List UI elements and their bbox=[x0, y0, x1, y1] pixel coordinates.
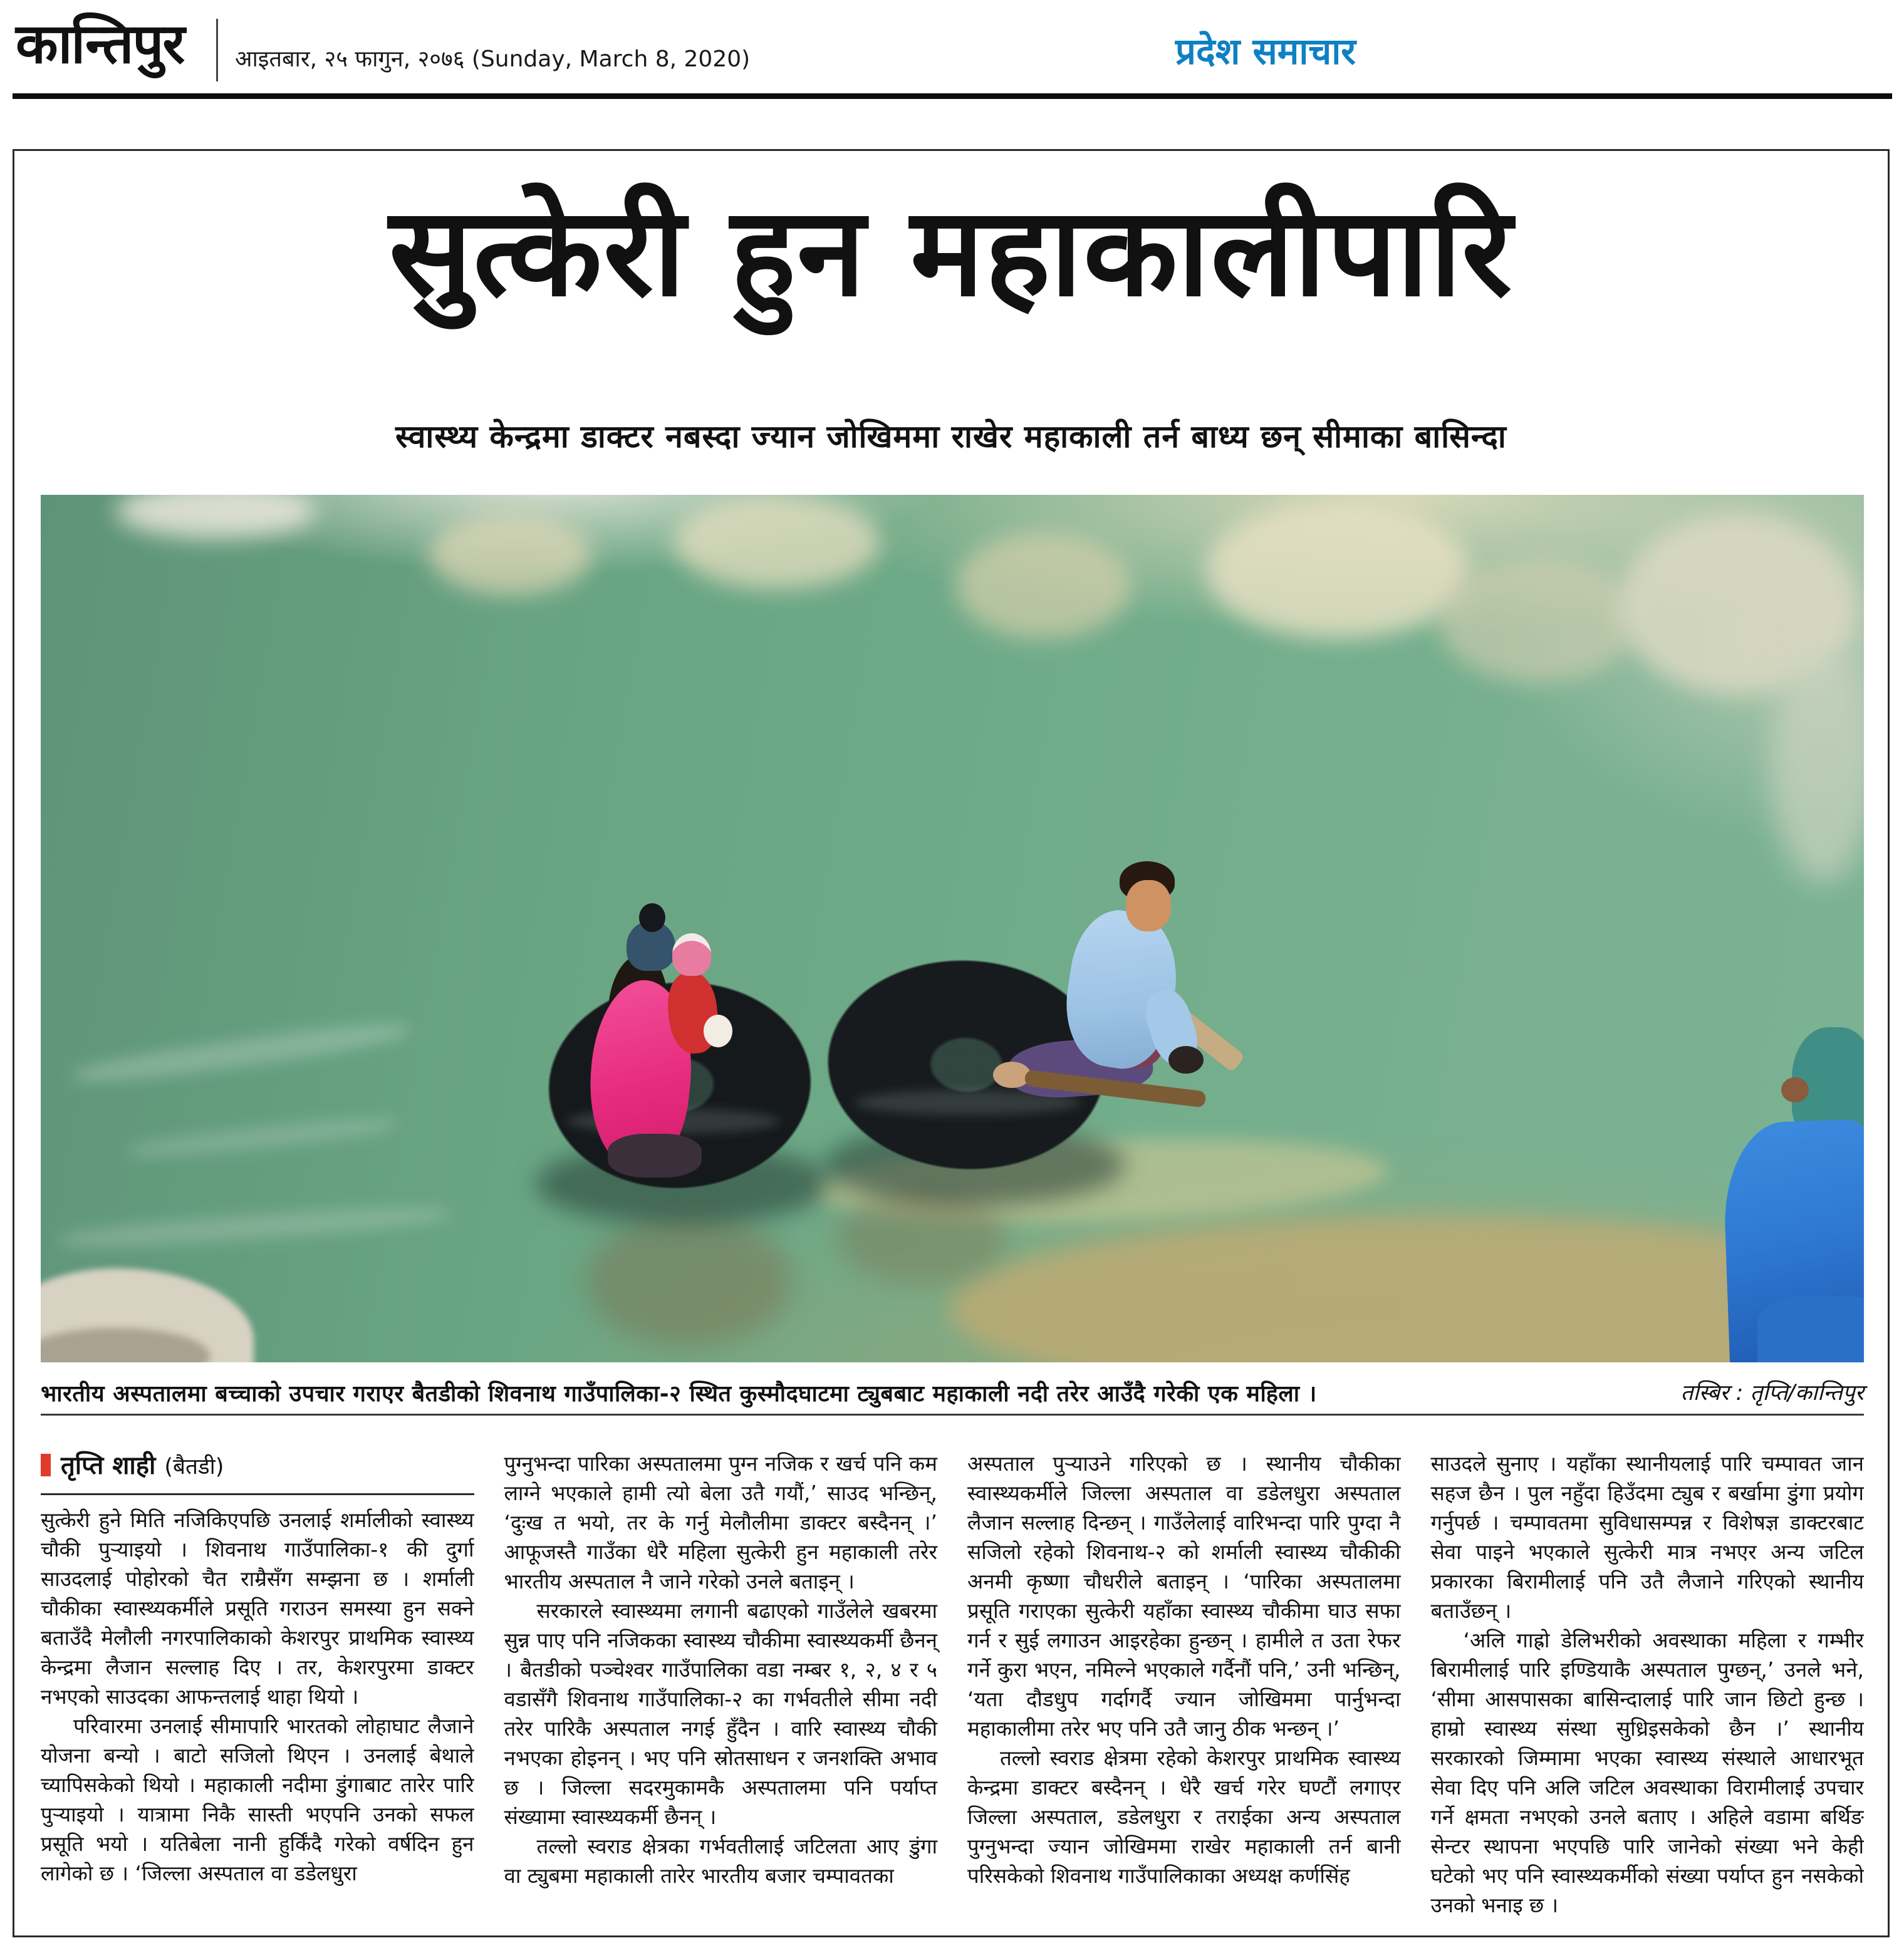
newspaper-logo: कान्तिपुर bbox=[16, 11, 184, 76]
woman-skirt bbox=[608, 1134, 702, 1178]
water-ripple bbox=[59, 1201, 448, 1252]
photo-caption: भारतीय अस्पतालमा बच्चाको उपचार गराएर बैतडीको शिवनाथ गाउँपालिका-२ स्थित कुस्मौदघाटमा ट्युबबाट महाकाली नदी तरेर आउँदै गरेकी एक महिला । bbox=[41, 1381, 1317, 1407]
water-ripple bbox=[72, 1017, 411, 1090]
body-paragraph: तल्लो स्वराड क्षेत्रका गर्भवतीलाई जटिलता आए डुंगा वा ट्युबमा महाकाली तारेर भारतीय बजार चम्पावतका bbox=[504, 1834, 937, 1888]
rock-reflection bbox=[429, 514, 592, 595]
rock-reflection bbox=[674, 495, 880, 589]
article-box bbox=[13, 149, 1890, 1937]
child-beanie bbox=[672, 933, 711, 976]
body-column-2 bbox=[504, 1449, 938, 1936]
header-rule bbox=[13, 93, 1892, 99]
masthead bbox=[0, 0, 1904, 94]
byline-rule bbox=[41, 1493, 474, 1495]
byline bbox=[41, 1449, 474, 1482]
rock-reflection bbox=[955, 532, 1131, 639]
rock-reflection bbox=[1438, 557, 1638, 683]
byline-location: (बैतडी) bbox=[164, 1454, 224, 1479]
rock-reflection bbox=[1206, 501, 1469, 639]
body-column-3 bbox=[967, 1449, 1401, 1936]
photo-credit: तस्बिर : तृप्ति/कान्तिपुर bbox=[1680, 1381, 1864, 1406]
body-paragraph: अस्पताल पुर्‍याउने गरिएको छ । स्थानीय चौकीका स्वास्थ्यकर्मीले जिल्ला अस्पताल वा डडेलधुरा अस्पताल लैजान सल्लाह दिन्छन् । गाउँलेलाई वारिभन्दा पारि पुग्दा नै सजिलो रहेको शिवनाथ-२ को शर्माली स्वास्थ्य चौकीकी अनमी कृष्णा चौधरीले बताइन् । ‘पारिका अस्पतालमा प्रसूति गराएका सुत्केरी यहाँका स्वास्थ्य चौकीमा घाउ सफा गर्न र सुई लगाउन आइरहेका हुन्छन् । हामीले त उता रेफर गर्ने कुरा भएन, नमिल्ने भएकाले गर्दैनौं पनि,’ उनी भन्छिन्, ‘यता दौडधुप गर्दागर्दै ज्यान जोखिममा पार्नुभन्दा महाकालीमा तरेर भए पनि उतै जानु ठीक भन्छन् ।’ bbox=[967, 1451, 1401, 1741]
byline-marker-icon bbox=[41, 1454, 51, 1476]
body-paragraph: सरकारले स्वास्थ्यमा लगानी बढाएको गाउँलेले खबरमा सुन्न पाए पनि नजिकका स्वास्थ्य चौकीमा स्वास्थ्यकर्मी छैनन् । बैतडीको पञ्चेश्वर गाउँपालिका वडा नम्बर १, २, ४ र ५ वडासँगै शिवनाथ गाउँपालिका-२ का गर्भवतीले सीमा नदी तरेर पारिकै अस्पताल नगई हुँदैन । वारि स्वास्थ्य चौकी नभएका होइनन् । भए पनि स्रोतसाधन र जनशक्ति अभाव छ । जिल्ला सदरमुकामकै अस्पतालमा पनि पर्याप्त संख्यामा स्वास्थ्यकर्मी छैनन् । bbox=[504, 1598, 937, 1829]
child-mitten bbox=[704, 1015, 732, 1047]
section-header: प्रदेश समाचार bbox=[1175, 30, 1356, 73]
man-hand bbox=[1168, 1046, 1204, 1074]
water-ripple bbox=[128, 1114, 398, 1162]
caption-rule bbox=[41, 1414, 1864, 1416]
river-photo bbox=[41, 495, 1864, 1362]
masthead-divider bbox=[216, 19, 218, 81]
bystander-hand bbox=[1781, 1077, 1809, 1102]
man-face bbox=[1126, 880, 1171, 931]
body-paragraph: पुग्नुभन्दा पारिका अस्पतालमा पुग्न नजिक र खर्च पनि कम लाग्ने भएकाले हामी त्यो बेला उतै गयौं,’ साउद भन्छिन्, ‘दुःख त भयो, तर के गर्नु मेलौलीमा डाक्टर बस्दैनन् ।’ आफूजस्तै गाउँका धेरै महिला सुत्केरी हुन महाकाली तरेर भारतीय अस्पताल नै जाने गरेको उनले बताइन् । bbox=[504, 1451, 937, 1593]
body-paragraph: ‘अलि गाह्रो डेलिभरीको अवस्थाका महिला र गम्भीर बिरामीलाई पारि इण्डियाकै अस्पताल पुग्छन्,’ उनले भने, ‘सीमा आसपासका बासिन्दालाई पारि जान छिटो हुन्छ । हाम्रो स्वास्थ्य संस्था सुध्रिइसकेको छैन ।’ स्थानीय सरकारको जिम्मामा भएका स्वास्थ्य संस्थाले आधारभूत सेवा दिए पनि अलि जटिल अवस्थाका विरामीलाई उपचार गर्ने क्षमता नभएको उनले बताए । अहिले वडामा बर्थिङ सेन्टर स्थापना भएपछि पारि जानेको संख्या भने केही घटेको भए पनि स्वास्थ्यकर्मीको संख्या पर्याप्त हुन नसकेको उनको भनाइ छ । bbox=[1430, 1628, 1864, 1917]
woman-beanie-top bbox=[639, 903, 665, 932]
body-paragraph: परिवारमा उनलाई सीमापारि भारतको लोहाघाट लैजाने योजना बन्यो । बाटो सजिलो थिएन । उनलाई बेथाले च्यापिसकेको थियो । महाकाली नदीमा डुंगाबाट तारेर पारि पुर्‍याइयो । यात्रामा निकै सास्ती भएपनि उनको सफल प्रसूति भयो । यतिबेला नानी हुर्किंदै गरेको वर्षदिन हुन लागेको छ । ‘जिल्ला अस्पताल वा डडेलधुरा bbox=[41, 1714, 474, 1885]
masthead-date: आइतबार, २५ फागुन, २०७६ (Sunday, March 8, 2020) bbox=[235, 46, 751, 72]
article-body bbox=[41, 1449, 1864, 1936]
body-paragraph: तल्लो स्वराड क्षेत्रमा रहेको केशरपुर प्राथमिक स्वास्थ्य केन्द्रमा डाक्टर बस्दैनन् । धेरै खर्च गरेर घण्टौं लगाएर जिल्ला अस्पताल, डडेलधुरा र तराईका अन्य अस्पताल पुग्नुभन्दा ज्यान जोखिममा राखेर महाकाली तर्न बानी परिसकेको शिवनाथ गाउँपालिकाका अध्यक्ष कर्णसिंह bbox=[967, 1746, 1401, 1888]
body-paragraph: साउदले सुनाए । यहाँका स्थानीयलाई पारि चम्पावत जान सहज छैन । पुल नहुँदा हिउँदमा ट्युब र बर्खामा डुंगा प्रयोग गर्नुपर्छ । चम्पावतमा सुविधासम्पन्न र विशेषज्ञ डाक्टरबाट सेवा पाइने भएकाले सुत्केरी मात्र नभएर अन्य जटिल प्रकारका बिरामीलाई पनि उतै लैजाने गरिएको स्थानीय बताउँछन् । bbox=[1430, 1451, 1864, 1623]
article-subheadline: स्वास्थ्य केन्द्रमा डाक्टर नबस्दा ज्यान जोखिममा राखेर महाकाली तर्न बाध्य छन् सीमाका बासिन्दा bbox=[395, 418, 1507, 455]
body-paragraph: सुत्केरी हुने मिति नजिकिएपछि उनलाई शर्मालीको स्वास्थ्य चौकी पुर्‍याइयो । शिवनाथ गाउँपालिका-१ की दुर्गा साउदलाई पोहोरको चैत राम्रैसँग सम्झना छ । शर्माली चौकीका स्वास्थ्यकर्मीले प्रसूति गराउन समस्या हुन सक्ने बताउँदै मेलौली नगरपालिकाको केशरपुर प्राथमिक स्वास्थ्य केन्द्रमा लैजान सल्लाह दिए । तर, केशरपुरमा डाक्टर नभएको साउदका आफन्तलाई थाहा थियो । bbox=[41, 1508, 474, 1709]
underwater-reflection bbox=[586, 1215, 793, 1347]
article-headline: सुत्केरी हुन महाकालीपारि bbox=[388, 181, 1514, 324]
rock-reflection bbox=[116, 495, 316, 539]
body-column-1 bbox=[41, 1449, 474, 1936]
blue-tarp-fold bbox=[1757, 1297, 1864, 1362]
caption-row bbox=[41, 1377, 1864, 1408]
body-column-4 bbox=[1431, 1449, 1865, 1936]
byline-author: तृप्ति शाही bbox=[61, 1451, 156, 1480]
